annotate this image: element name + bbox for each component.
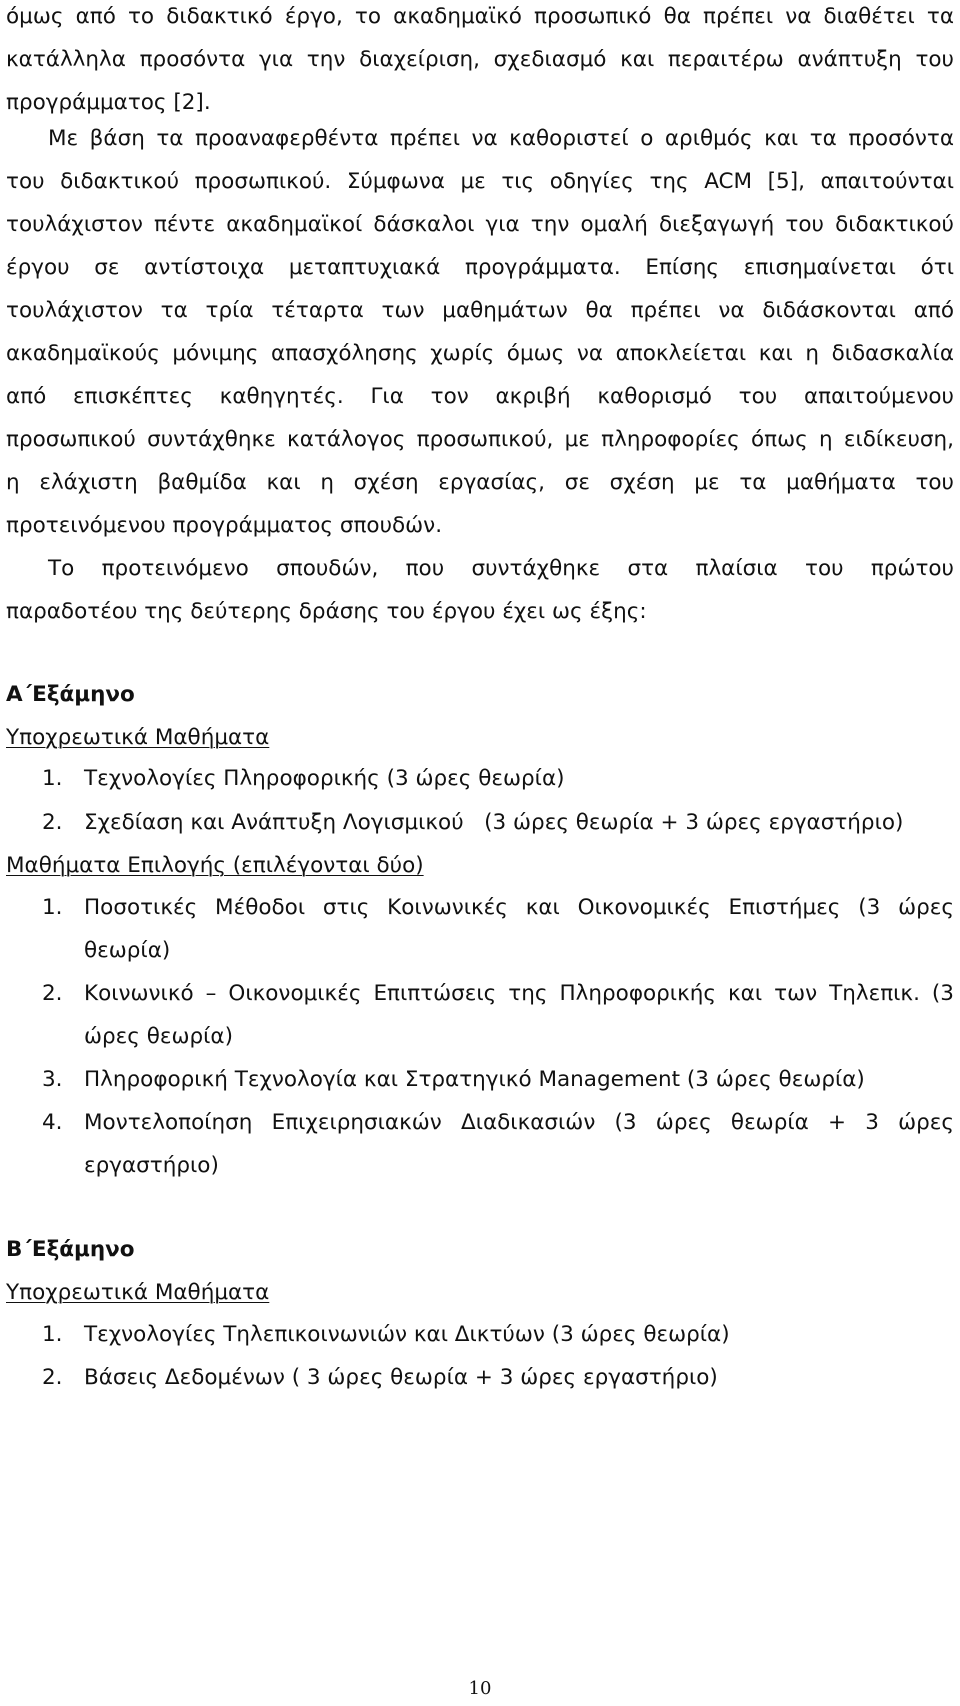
course-item: Πληροφορική Τεχνολογία και Στρατηγικό Management (3 ώρες θεωρία) bbox=[84, 1067, 865, 1092]
paragraph-line: έργου σε αντίστοιχα μεταπτυχιακά προγράμματα. Επίσης επισημαίνεται ότι bbox=[6, 255, 954, 280]
page-number: 10 bbox=[468, 1678, 492, 1699]
paragraph-line: η ελάχιστη βαθμίδα και η σχέση εργασίας, σε σχέση με τα μαθήματα του bbox=[6, 470, 954, 495]
list-number: 2. bbox=[42, 810, 63, 835]
list-number: 2. bbox=[42, 1365, 63, 1390]
list-number: 1. bbox=[42, 1322, 63, 1347]
semester-a-title: Α΄Εξάμηνο bbox=[6, 682, 135, 707]
list-number: 4. bbox=[42, 1110, 63, 1135]
semester-b-mandatory-heading: Υποχρεωτικά Μαθήματα bbox=[6, 1280, 270, 1305]
paragraph-line: τουλάχιστον πέντε ακαδημαϊκοί δάσκαλοι για την ομαλή διεξαγωγή του διδακτικού bbox=[6, 212, 954, 237]
paragraph-line: παραδοτέου της δεύτερης δράσης του έργου έχει ως έξης: bbox=[6, 599, 647, 624]
course-item-continuation: ώρες θεωρία) bbox=[84, 1024, 233, 1049]
semester-a-elective-heading: Μαθήματα Επιλογής (επιλέγονται δύο) bbox=[6, 853, 424, 878]
list-number: 3. bbox=[42, 1067, 63, 1092]
course-item: Κοινωνικό – Οικονομικές Επιπτώσεις της Πληροφορικής και των Τηλεπικ. (3 bbox=[84, 981, 954, 1006]
paragraph-line: κατάλληλα προσόντα για την διαχείριση, σχεδιασμό και περαιτέρω ανάπτυξη του bbox=[6, 47, 954, 72]
paragraph-line: προτεινόμενου προγράμματος σπουδών. bbox=[6, 513, 443, 538]
paragraph-line: από επισκέπτες καθηγητές. Για τον ακριβή καθορισμό του απαιτούμενου bbox=[6, 384, 954, 409]
course-item: Τεχνολογίες Τηλεπικοινωνιών και Δικτύων (3 ώρες θεωρία) bbox=[84, 1322, 730, 1347]
paragraph-line: ακαδημαϊκούς μόνιμης απασχόλησης χωρίς όμως να αποκλείεται και η διδασκαλία bbox=[6, 341, 954, 366]
paragraph-line: Το προτεινόμενο σπουδών, που συντάχθηκε στα πλαίσια του πρώτου bbox=[48, 556, 954, 581]
course-item: Μοντελοποίηση Επιχειρησιακών Διαδικασιών (3 ώρες θεωρία + 3 ώρες bbox=[84, 1110, 954, 1135]
paragraph-line: όμως από το διδακτικό έργο, το ακαδημαϊκό προσωπικό θα πρέπει να διαθέτει τα bbox=[6, 4, 954, 29]
paragraph-line: προγράμματος [2]. bbox=[6, 90, 211, 115]
course-item: Τεχνολογίες Πληροφορικής (3 ώρες θεωρία) bbox=[84, 766, 565, 791]
course-item: Σχεδίαση και Ανάπτυξη Λογισμικού (3 ώρες θεωρία + 3 ώρες εργαστήριο) bbox=[84, 810, 904, 835]
paragraph-line: τουλάχιστον τα τρία τέταρτα των μαθημάτων θα πρέπει να διδάσκονται από bbox=[6, 298, 954, 323]
course-item: Βάσεις Δεδομένων ( 3 ώρες θεωρία + 3 ώρες εργαστήριο) bbox=[84, 1365, 718, 1390]
semester-a-mandatory-heading: Υποχρεωτικά Μαθήματα bbox=[6, 725, 270, 750]
list-number: 1. bbox=[42, 895, 63, 920]
paragraph-line: προσωπικού συντάχθηκε κατάλογος προσωπικού, με πληροφορίες όπως η ειδίκευση, bbox=[6, 427, 954, 452]
paragraph-line: του διδακτικού προσωπικού. Σύμφωνα με τις οδηγίες της ACM [5], απαιτούνται bbox=[6, 169, 954, 194]
list-number: 1. bbox=[42, 766, 63, 791]
course-item-continuation: θεωρία) bbox=[84, 938, 171, 963]
semester-b-title: Β΄Εξάμηνο bbox=[6, 1237, 135, 1262]
list-number: 2. bbox=[42, 981, 63, 1006]
course-item-continuation: εργαστήριο) bbox=[84, 1153, 219, 1178]
paragraph-line: Με βάση τα προαναφερθέντα πρέπει να καθοριστεί ο αριθμός και τα προσόντα bbox=[48, 126, 954, 151]
course-item: Ποσοτικές Μέθοδοι στις Κοινωνικές και Οικονομικές Επιστήμες (3 ώρες bbox=[84, 895, 954, 920]
